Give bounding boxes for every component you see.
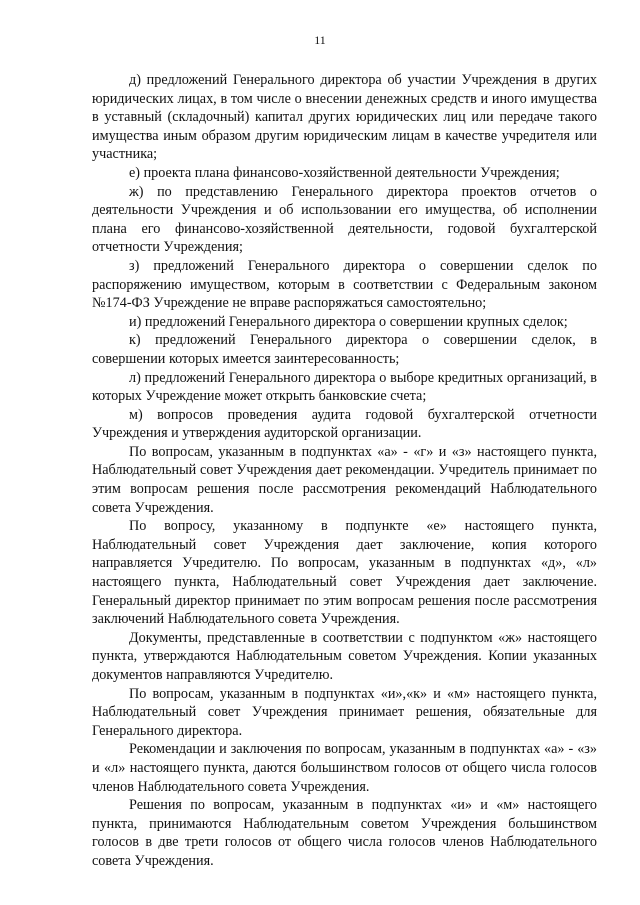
paragraph-d: д) предложений Генерального директора об участии Учреждения в других юридических лицах, в том числе о внесении денежных средств и иного имущества в уставный (складочный) капитал других юридических лиц или передаче такого имущества иным образом другим юридическим лицам в качестве учредителя или участника; bbox=[92, 72, 597, 163]
paragraph-e: е) проекта плана финансово-хозяйственной деятельности Учреждения; bbox=[129, 164, 560, 181]
paragraph-i: и) предложений Генерального директора о совершении крупных сделок; bbox=[129, 313, 568, 330]
paragraph-conclusions: По вопросу, указанному в подпункте «е» настоящего пункта, Наблюдательный совет Учреждения дает заключение, копия которого направляется Учредителю. По вопросам, указанным в подпунктах «д», «л» настоящего пункта, Наблюдательный совет Учреждения дает заключение. Генеральный директор принимает по этим вопросам решения после рассмотрения заключений Наблюдательного совета Учреждения. bbox=[92, 518, 597, 628]
page-number: 11 bbox=[314, 33, 326, 47]
paragraph-documents: Документы, представленные в соответствии с подпунктом «ж» настоящего пункта, утверждаются Наблюдательным советом Учреждения. Копии указанных документов направляются Учредителю. bbox=[92, 629, 597, 683]
paragraph-two-thirds-vote: Решения по вопросам, указанным в подпунктах «и» и «м» настоящего пункта, принимаются Наблюдательным советом Учреждения большинством голосов в две трети голосов от общего числа голосов членов Наблюдательного совета Учреждения. bbox=[92, 797, 597, 869]
paragraph-zh: ж) по представлению Генерального директора проектов отчетов о деятельности Учреждения и об использовании его имущества, об исполнении плана его финансово-хозяйственной деятельности, годовой бухгалтерской отчетности Учреждения; bbox=[92, 183, 597, 256]
paragraph-k: к) предложений Генерального директора о совершении сделок, в совершении которых имеется заинтересованность; bbox=[92, 332, 597, 367]
paragraph-recommendations: По вопросам, указанным в подпунктах «а» - «г» и «з» настоящего пункта, Наблюдательный совет Учреждения дает рекомендации. Учредитель принимает по этим вопросам решения после рассмотрения рекомендаций Наблюдательного совета Учреждения. bbox=[92, 443, 597, 516]
body-text bbox=[92, 71, 597, 871]
paragraph-m: м) вопросов проведения аудита годовой бухгалтерской отчетности Учреждения и утверждения аудиторской организации. bbox=[92, 406, 597, 442]
paragraph-majority-vote: Рекомендации и заключения по вопросам, указанным в подпунктах «а» - «з» и «л» настоящего пункта, даются большинством голосов от общего числа голосов членов Наблюдательного совета Учреждения. bbox=[92, 741, 597, 795]
paragraph-l: л) предложений Генерального директора о выборе кредитных организаций, в которых Учреждение может открыть банковские счета; bbox=[92, 369, 597, 405]
paragraph-binding-decisions: По вопросам, указанным в подпунктах «и»,«к» и «м» настоящего пункта, Наблюдательный совет Учреждения принимает решения, обязательные для Генерального директора. bbox=[92, 685, 597, 739]
paragraph-z: з) предложений Генерального директора о совершении сделок по распоряжению имуществом, которым в соответствии с Федеральным законом №174-ФЗ Учреждение не вправе распоряжаться самостоятельно; bbox=[92, 257, 597, 312]
